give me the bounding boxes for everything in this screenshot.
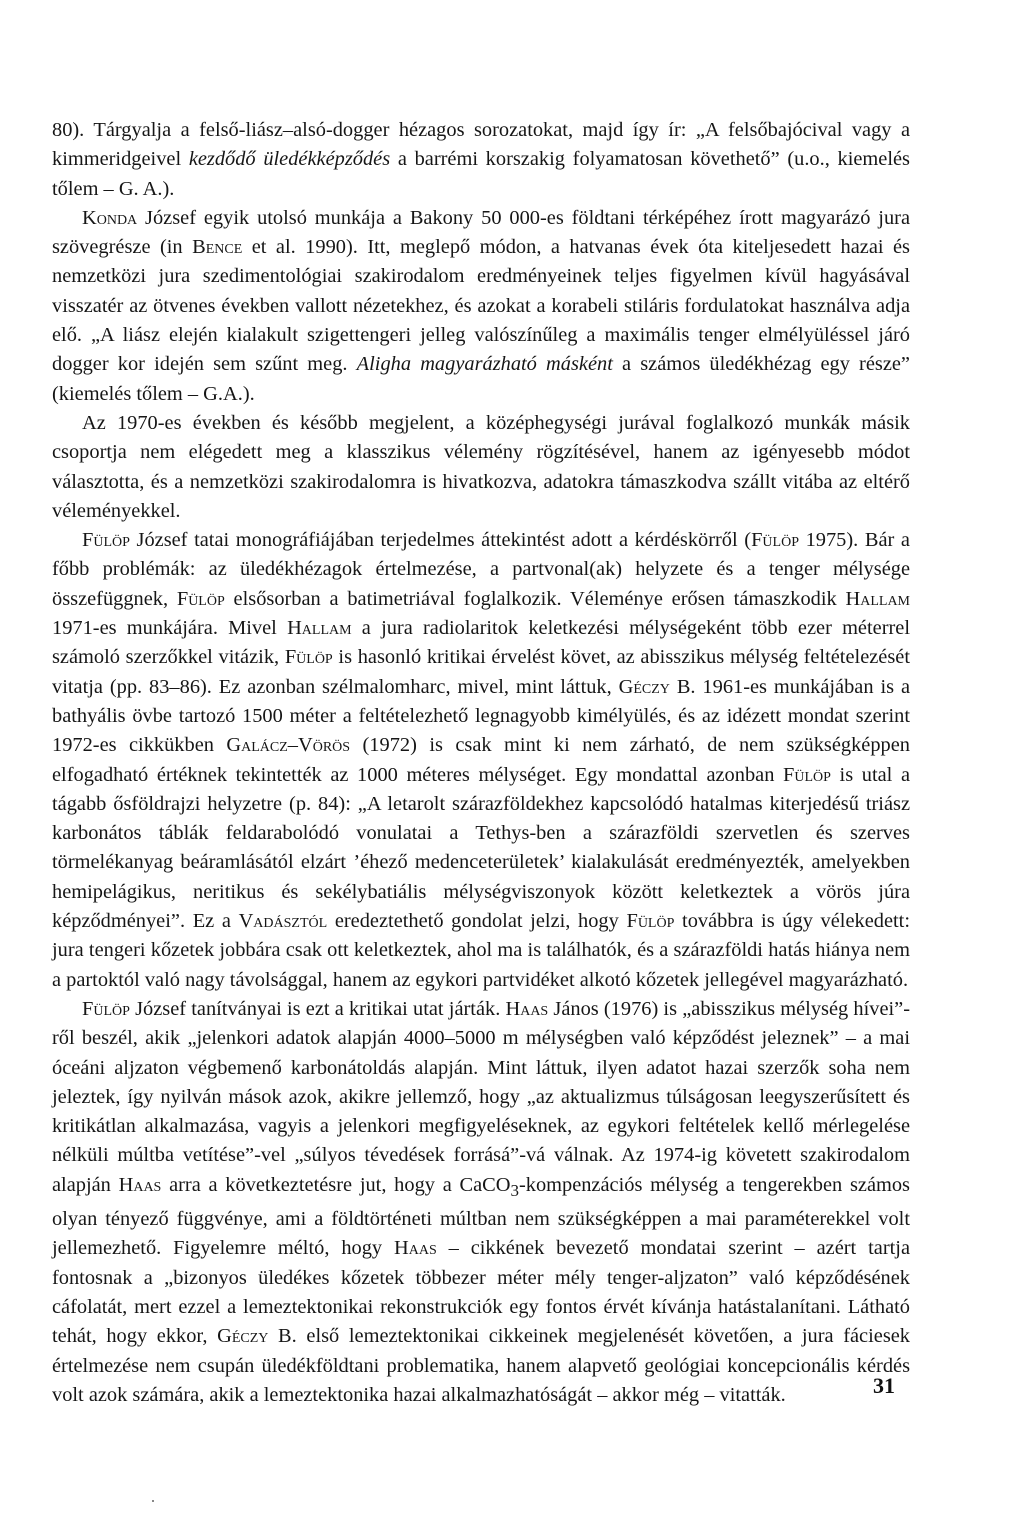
author-name: Fülöp <box>751 529 799 552</box>
author-name: Haas <box>394 1237 437 1260</box>
text-run: -kompenzációs mélység a tengerekben számos olyan tényező függvénye, ami a földtörténeti múltban nem szükségképpen a mai paraméterekkel volt jellemezhető. Figyelemre méltó, hogy <box>52 1173 910 1260</box>
author-name: Fülöp <box>82 529 130 552</box>
author-name: Haas <box>505 997 549 1020</box>
text-run: B. első lemeztektonikai cikkeinek megjelenését követően, a jura fáciesek értelmezése nem csupán üledékföldtani problematika, hanem alapvető geológiai koncepcionális kérdés volt azok számára, akik a lemeztektonika hazai alkalmazhatóságát – akkor még – vitatták. <box>52 1325 911 1406</box>
text-run: (1972) is csak mint ki nem zárható, de nem szükségképpen elfogadható értéknek tekintették az 1000 méteres mélységet. Egy mondattal azonban <box>52 734 910 786</box>
author-name: Bence <box>192 236 243 259</box>
text-run: József egyik utolsó munkája a Bakony 50 000-es földtani térképéhez írott magyarázó jura szövegrésze (in <box>52 206 910 259</box>
text-run: is utal a tágabb ősföldrajzi helyzetre (p. 84): „A letarolt szárazföldekhez kapcsolódó hatalmas kiterjedésű triász karbonátos táblák feldarabolódó vonulatai a Tethys-ben a szárazföldi szervetlen és szerves törmelékanyag beáramlásától elzárt ’éhező medenceterületek’ kialakulását eredményezték, amelyekben hemipelágikus, neritikus és sekélybatiális mélységviszonyok között keletkeztek a vörös júra képződményei”. Ez a <box>52 763 910 933</box>
page-number: 31 <box>873 1373 895 1398</box>
page-body <box>52 116 910 1410</box>
text-run: János (1976) is „abisszikus mélység hívei”-ről beszél, akik „jelenkori adatok alapján 4000–5000 m mélységben való képződést jeleznek” – a mai óceáni aljzaton végbemenő karbonátoldás alapján. Mint láttuk, ilyen adatot hazai szerzők soha nem jeleztek, így nyilván mások azok, akikre jellemző, hogy „az aktualizmus túlságosan leegyszerűsített és kritikátlan alkalmazása, vagyis a jelenkori megfigyeléseknek, az egykori feltételek kellő mérlegelése nélküli múltba vetítése”-vel „súlyos tévedések forrásá”-vá válnak. Az 1974-ig követett szakirodalom alapján <box>52 997 911 1196</box>
text-run: továbbra is úgy vélekedett: jura tengeri kőzetek jobbára csak ott keletkeztek, ahol ma is találhatók, és a szárazföldi hatás hiánya nem a partoktól való nagy távolsággal, hanem az egykori partvidéket alkotó kőzetek jellegével magyarázható. <box>52 910 910 991</box>
text-run: B. 1961-es munkájában is a bathyális övbe tartozó 1500 méter a feltételezhető legnagyobb kimélyülés, és az idézett mondat szerint 1972-es cikkükben <box>52 675 910 757</box>
text-run: 80). Tárgyalja a felső-liász–alsó-dogger hézagos sorozatokat, majd így ír: „A felsőbajócival vagy a kimmeridgeivel <box>52 119 910 171</box>
text-run: is hasonló kritikai érvelést követ, az abisszikus mélység feltételezését vitatja (pp. 83–86). Ez azonban szélmalomharc, mivel, mint láttuk, <box>52 646 910 698</box>
author-name: Galácz–Vörös <box>226 734 351 757</box>
author-name: Haas <box>118 1173 162 1196</box>
text-run: eredeztethető gondolat jelzi, hogy <box>327 910 627 933</box>
subscript: 3 <box>510 1180 519 1200</box>
author-name: Vadásztól <box>238 910 328 933</box>
italic-phrase: Aligha magyarázható másként <box>356 353 613 376</box>
text-run: a barrémi korszakig folyamatosan követhető” (u.o., kiemelés tőlem – G. A.). <box>52 148 910 200</box>
text-run: et al. 1990). Itt, meglepő módon, a hatvanas évek óta kiteljesedett hazai és nemzetközi jura szedimentológiai szakirodalom eredményeinek teljes figyelmen kívül hagyásával visszatér az ötvenes években vallott nézetekhez, és azokat a korabeli stiláris fordulatokat használva adja elő. „A liász elején kialakult szigettengeri jelleg valószínűleg a maximális tenger elmélyüléssel járó dogger kor idején sem szűnt meg. <box>52 236 910 376</box>
author-name: Fülöp <box>626 910 675 933</box>
author-name: Hallam <box>845 587 910 610</box>
text-run: a számos üledékhézag egy része” (kiemelés tőlem – G.A.). <box>52 353 910 405</box>
author-name: Fülöp <box>176 587 225 610</box>
author-name: Géczy <box>217 1325 269 1348</box>
text-run: József tanítványai is ezt a kritikai utat járták. <box>129 997 506 1020</box>
text-run: – cikkének bevezető mondatai szerint – azért tartja fontosnak a „bizonyos üledékes kőzetek többezer méter mély tenger-aljzaton” való képződésének cáfolatát, mert ezzel a lemeztektonikai rekonstrukciók egy fontos érvét kívánja hatástalanítani. Látható tehát, hogy ekkor, <box>52 1237 910 1348</box>
text-run: arra a következtetésre jut, hogy a CaCO <box>161 1173 511 1196</box>
italic-phrase: kezdődő üledékképződés <box>188 148 391 171</box>
text-run: a jura radiolaritok keletkezési mélységeként több ezer méterrel számoló szerzőkkel vitázik, <box>52 617 910 669</box>
paragraph-2 <box>52 204 910 409</box>
paragraph-5 <box>52 995 910 1410</box>
text-run: 1971-es munkájára. Mivel <box>52 617 288 640</box>
paragraph-3 <box>52 409 910 526</box>
author-name: Fülöp <box>82 997 130 1020</box>
author-name: Géczy <box>618 675 670 698</box>
text-run: Az 1970-es években és később megjelent, a középhegységi jurával foglalkozó munkák másik csoportja nem elégedett meg a klasszikus vélemény rögzítésével, hanem az igényesebb módot választotta, és a nemzetközi szakirodalomra is hivatkozva, adatokra támaszkodva szállt vitába az eltérő véleményekkel. <box>52 411 910 522</box>
author-name: Hallam <box>287 617 352 640</box>
paragraph-4 <box>52 526 910 995</box>
paragraph-1 <box>52 116 910 204</box>
text-run: József tatai monográfiájában terjedelmes áttekintést adott a kérdéskörről ( <box>129 529 752 552</box>
text-run: elsősorban a batimetriával foglalkozik. Véleménye erősen támaszkodik <box>224 587 846 610</box>
author-name: Fülöp <box>284 646 333 669</box>
author-name: Fülöp <box>783 763 831 786</box>
author-name: Konda <box>82 206 138 229</box>
text-run: 1975). Bár a főbb problémák: az üledékhézagok értelmezése, a partvonal(ak) helyzete és a tenger mélysége összefüggnek, <box>52 529 910 610</box>
scan-speck <box>152 1500 154 1502</box>
